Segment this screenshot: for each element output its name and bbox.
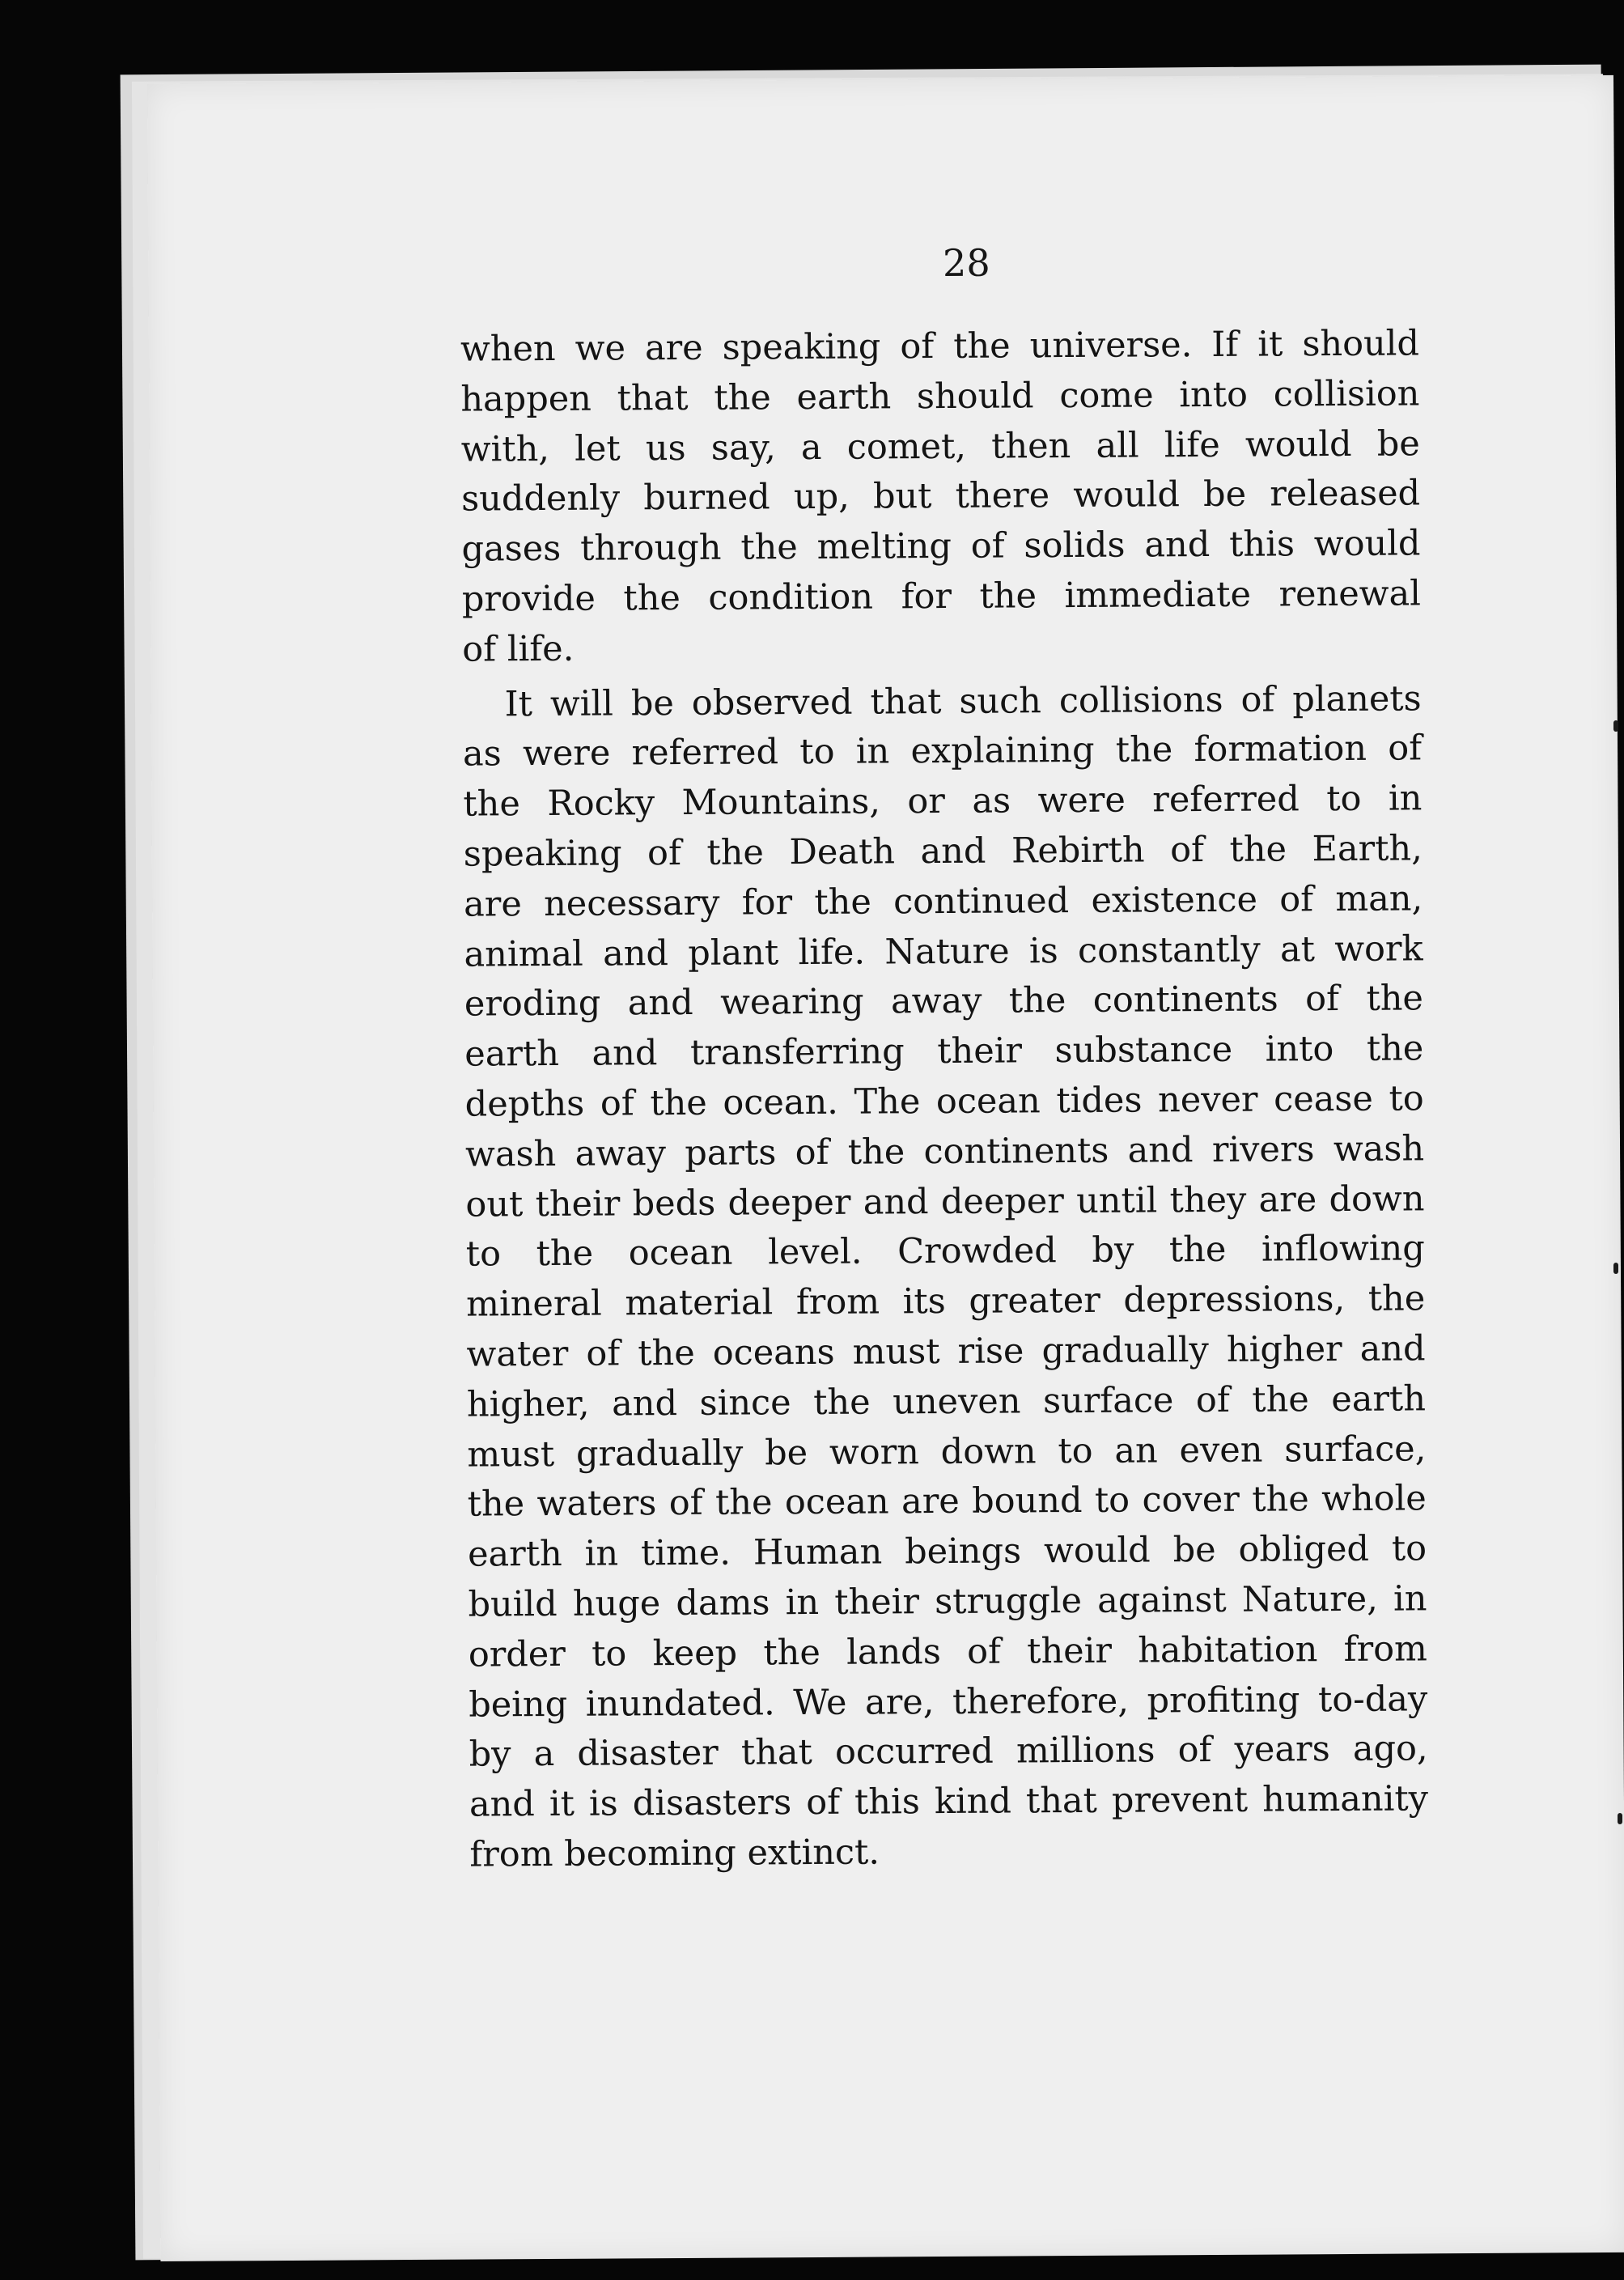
text-line: water of the oceans must rise gradually higher and (466, 1328, 1426, 1375)
text-line: eroding and wearing away the continents of the (464, 978, 1424, 1025)
text-line: with, let us say, a comet, then all life would be (460, 422, 1420, 470)
text-line: when we are speaking of the universe. If it should (460, 323, 1420, 370)
binding-mark (1613, 720, 1618, 732)
text-line: speaking of the Death and Rebirth of the Earth, (463, 828, 1423, 875)
binding-mark (1618, 1813, 1622, 1824)
text-line: build huge dams in their struggle against Nature, in (468, 1578, 1427, 1625)
text-line: being inundated. We are, therefore, profiting to-day (469, 1678, 1428, 1726)
text-line: earth and transferring their substance into the (464, 1028, 1424, 1075)
text-line: gases through the melting of solids and this would (461, 523, 1421, 570)
text-line: animal and plant life. Nature is constantly at work (464, 928, 1423, 975)
text-line: provide the condition for the immediate renewal (461, 573, 1422, 620)
body-text (460, 319, 1429, 1880)
text-line: from becoming extinct. (469, 1832, 880, 1875)
page-number: 28 (942, 240, 990, 285)
text-line: happen that the earth should come into collision (460, 373, 1420, 420)
text-line: depths of the ocean. The ocean tides never cease to (464, 1078, 1424, 1125)
text-line: the Rocky Mountains, or as were referred to in (463, 778, 1423, 825)
text-line: wash away parts of the continents and rivers wash (464, 1128, 1425, 1175)
text-line: mineral material from its greater depressions, the (466, 1278, 1426, 1325)
text-line: and it is disasters of this kind that prevent humanity (469, 1778, 1429, 1825)
text-line: by a disaster that occurred millions of years ago, (469, 1728, 1428, 1775)
paragraph-2 (463, 674, 1429, 1880)
text-line: order to keep the lands of their habitation from (468, 1628, 1427, 1675)
text-line: higher, and since the uneven surface of the earth (466, 1378, 1427, 1425)
binding-mark (1613, 1263, 1618, 1274)
text-line: must gradually be worn down to an even surface, (467, 1428, 1427, 1475)
text-line: the waters of the ocean are bound to cover the whole (467, 1478, 1427, 1525)
text-line: earth in time. Human beings would be obliged to (467, 1528, 1427, 1575)
text-line: of life. (462, 628, 575, 670)
book-page (147, 75, 1624, 2261)
text-line: to the ocean level. Crowded by the inflowing (465, 1228, 1425, 1275)
text-line: are necessary for the continued existence of man, (464, 878, 1423, 925)
text-line: as were referred to in explaining the formation of (462, 728, 1423, 775)
text-line: suddenly burned up, but there would be released (460, 473, 1421, 520)
text-line: It will be observed that such collisions of planets (504, 677, 1422, 724)
text-line: out their beds deeper and deeper until they are down (465, 1178, 1425, 1225)
paragraph-1 (460, 319, 1422, 675)
